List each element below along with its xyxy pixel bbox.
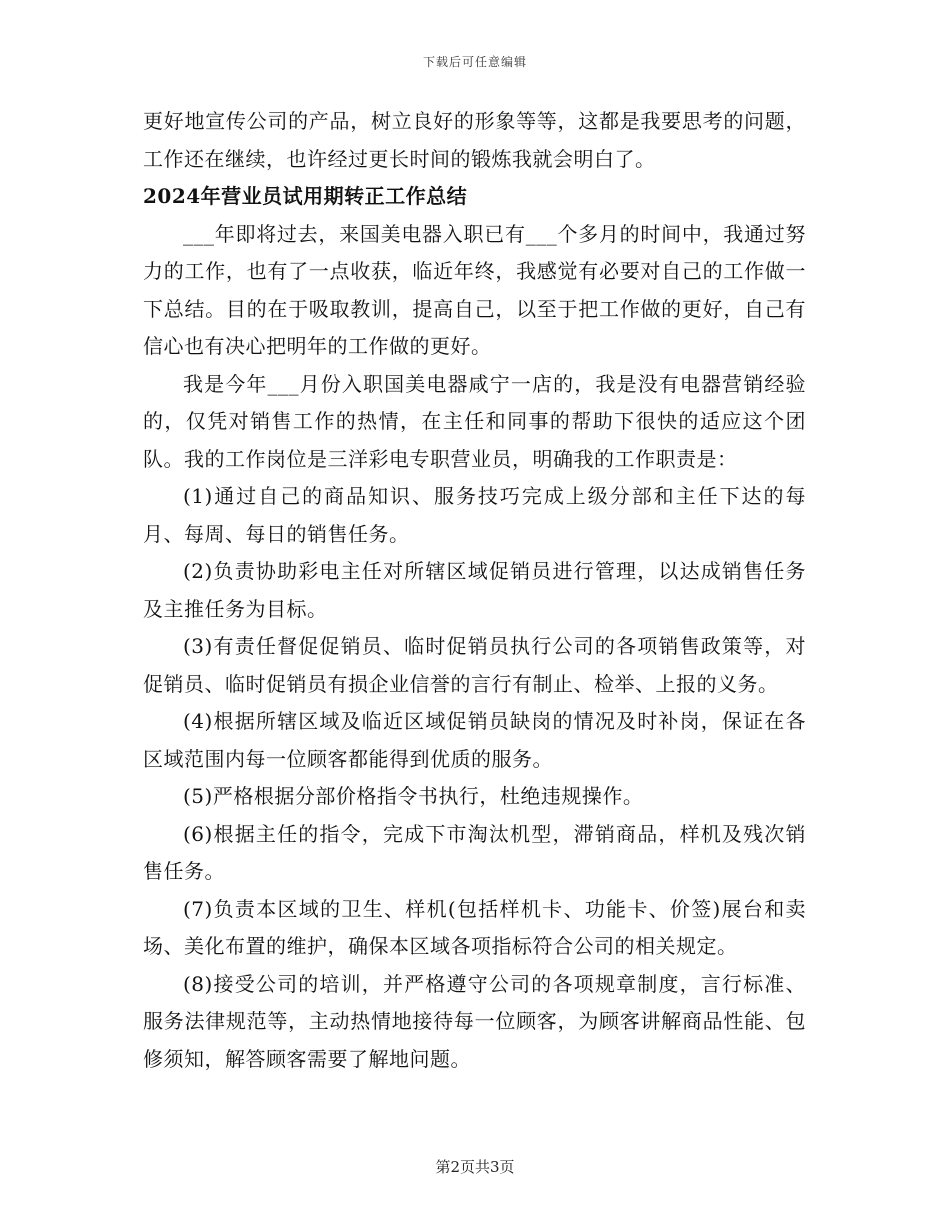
duty-item-7: (7)负责本区域的卫生、样机(包括样机卡、功能卡、价签)展台和卖场、美化布置的维护，确保本区域各项指标符合公司的相关规定。	[143, 896, 806, 958]
duty-item-3: (3)有责任督促促销员、临时促销员执行公司的各项销售政策等，对促销员、临时促销员有损企业信誉的言行有制止、检举、上报的义务。	[143, 634, 806, 696]
document-title: 2024年营业员试用期转正工作总结	[143, 184, 468, 208]
paragraph: 我是今年___月份入职国美电器咸宁一店的，我是没有电器营销经验的，仅凭对销售工作的热情，在主任和同事的帮助下很快的适应这个团队。我的工作岗位是三洋彩电专职营业员，明确我的工作职责是：	[143, 371, 806, 471]
duty-item-6: (6)根据主任的指令，完成下市淘汰机型，滞销商品，样机及残次销售任务。	[143, 821, 806, 883]
duty-item-2: (2)负责协助彩电主任对所辖区域促销员进行管理，以达成销售任务及主推任务为目标。	[143, 559, 806, 621]
document-body	[143, 103, 806, 1078]
paragraph: ___年即将过去，来国美电器入职已有___个多月的时间中，我通过努力的工作，也有了一点收获，临近年终，我感觉有必要对自己的工作做一下总结。目的在于吸取教训，提高自己，以至于把工作做的更好，自己有信心也有决心把明年的工作做的更好。	[143, 221, 806, 358]
header-note: 下载后可任意编辑	[422, 55, 527, 69]
duty-item-5: (5)严格根据分部价格指令书执行，杜绝违规操作。	[183, 784, 644, 808]
duty-item-8: (8)接受公司的培训，并严格遵守公司的各项规章制度，言行标准、服务法律规范等，主动热情地接待每一位顾客，为顾客讲解商品性能、包修须知，解答顾客需要了解地问题。	[143, 971, 806, 1071]
duty-item-1: (1)通过自己的商品知识、服务技巧完成上级分部和主任下达的每月、每周、每日的销售任务。	[143, 484, 806, 546]
continued-paragraph: 更好地宣传公司的产品，树立良好的形象等等，这都是我要思考的问题，工作还在继续，也许经过更长时间的锻炼我就会明白了。	[143, 109, 806, 171]
page-number-footer: 第2页共3页	[435, 1158, 515, 1176]
duty-item-4: (4)根据所辖区域及临近区域促销员缺岗的情况及时补岗，保证在各区域范围内每一位顾客都能得到优质的服务。	[143, 709, 806, 771]
